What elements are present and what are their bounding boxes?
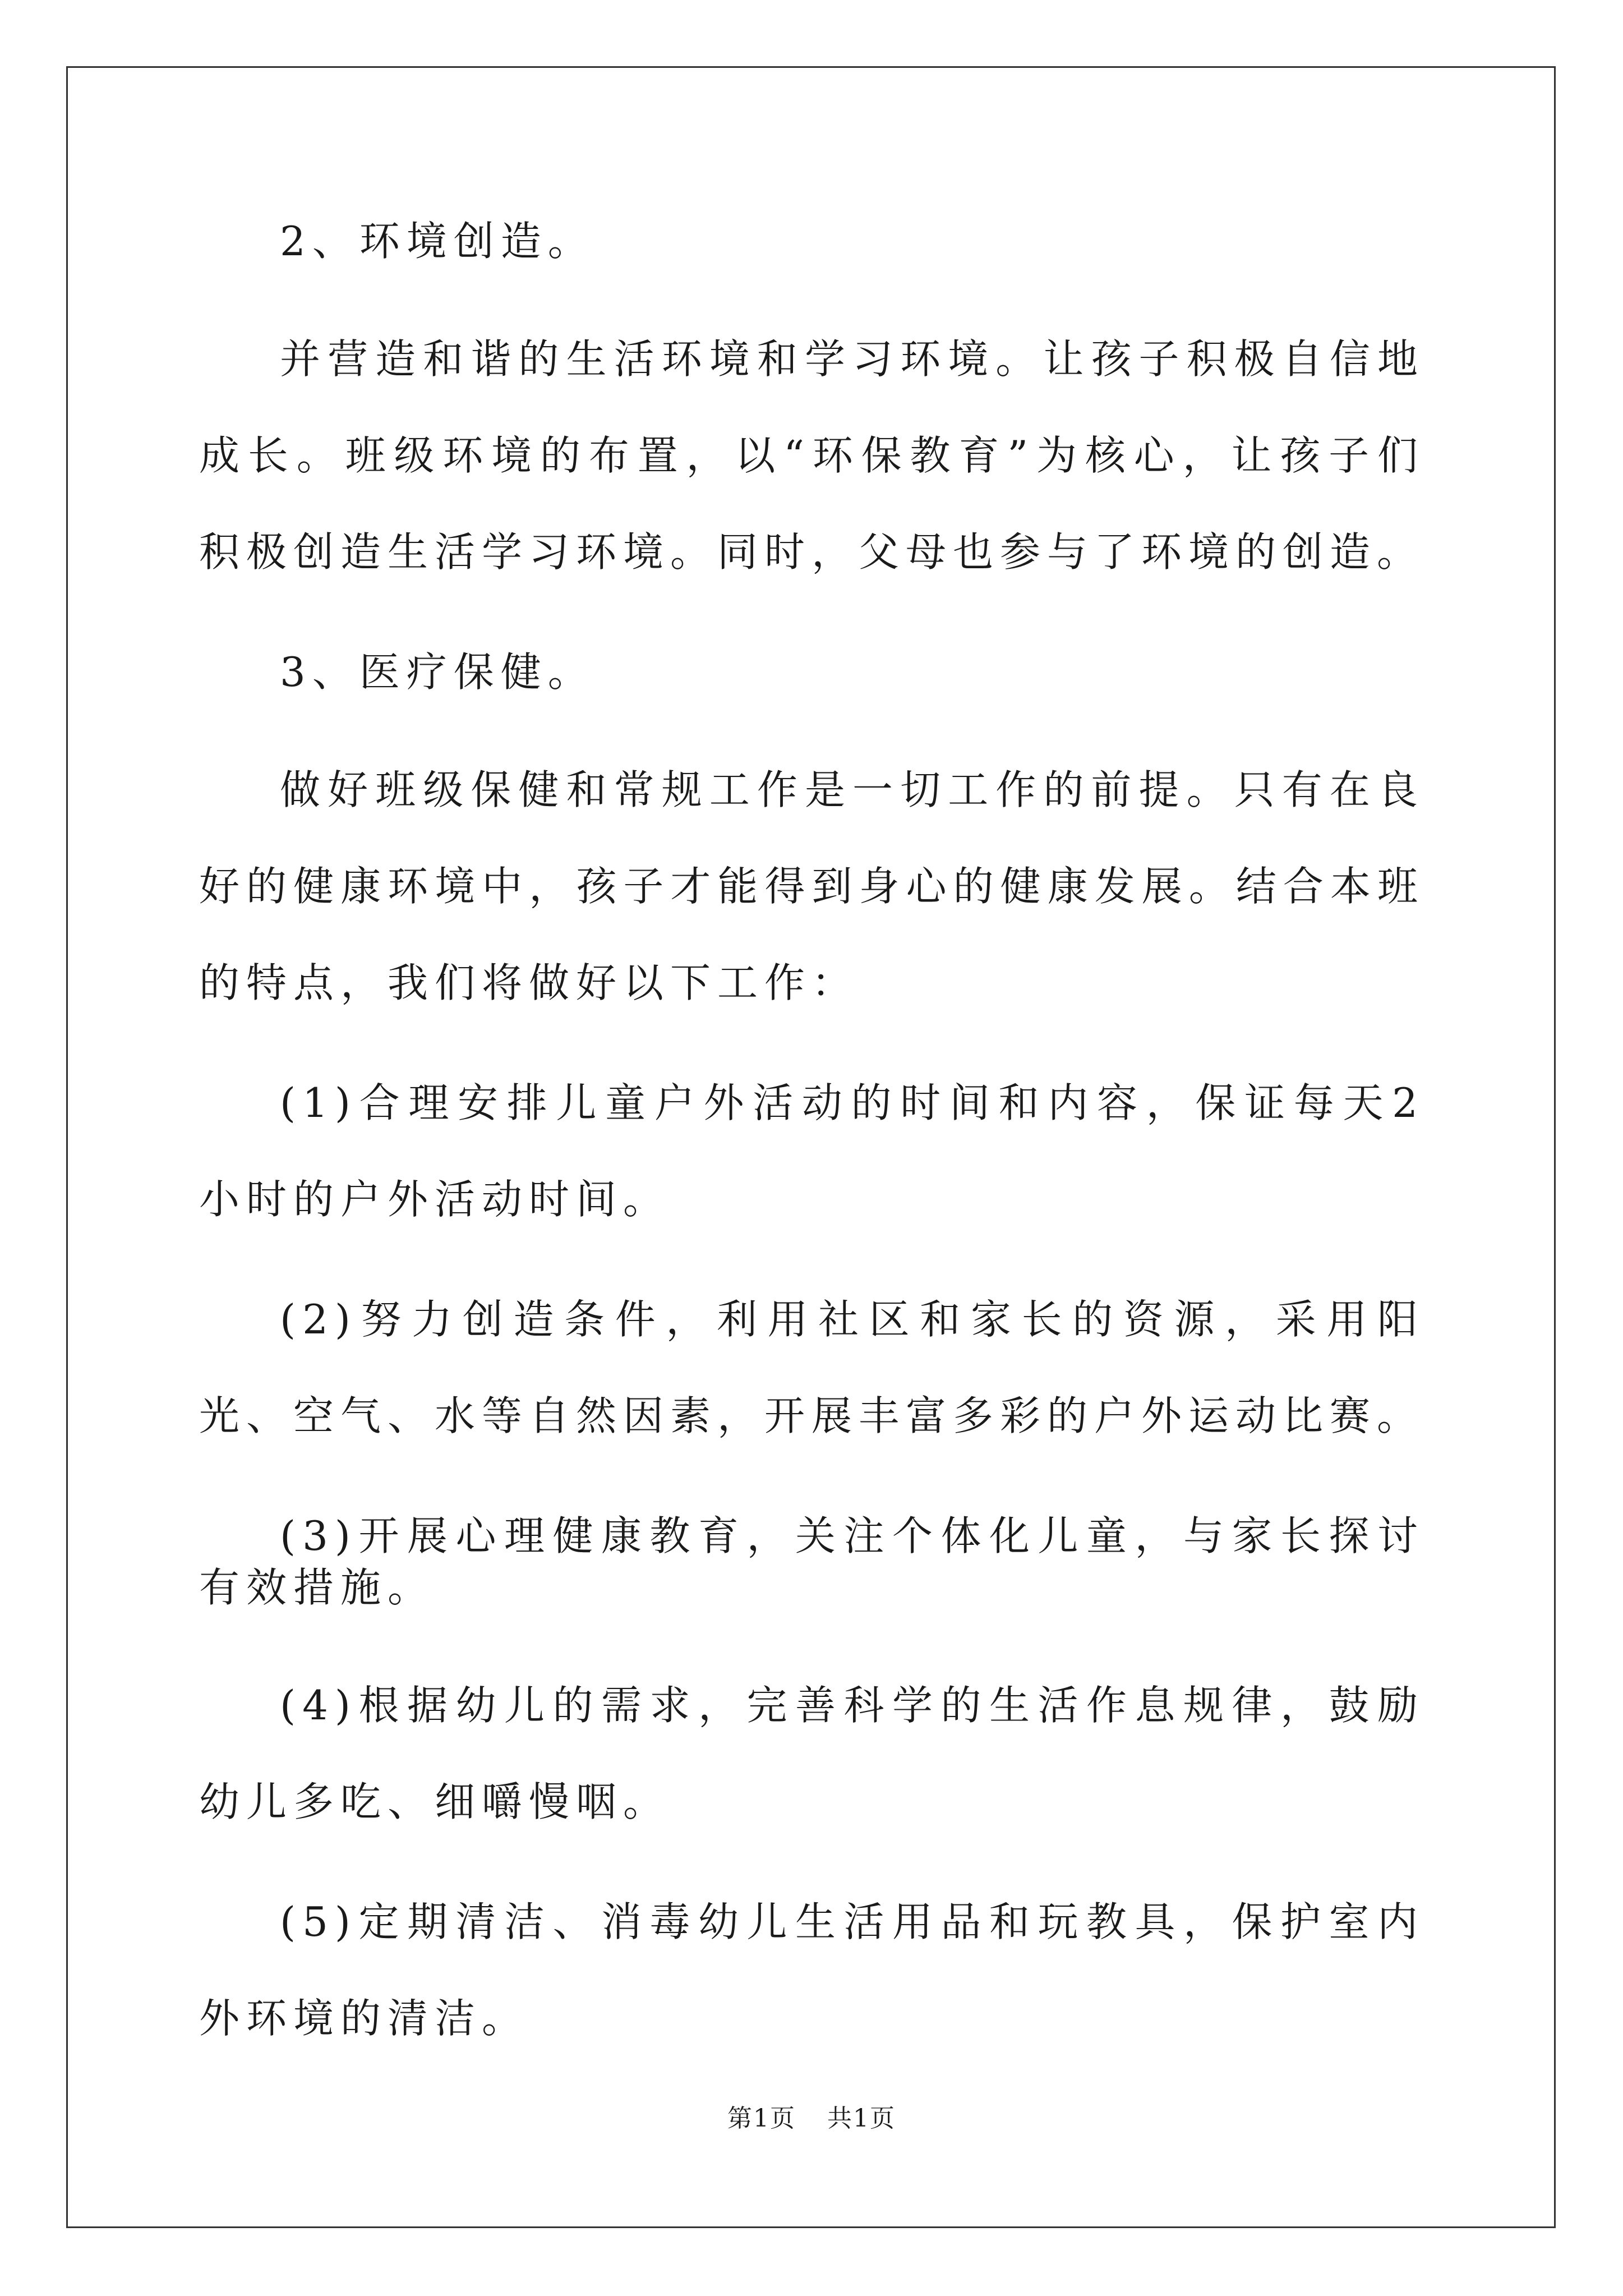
section-heading-environment: 2、环境创造。 bbox=[280, 218, 595, 265]
paragraph-environment: 并营造和谐的生活环境和学习环境。让孩子积极自信地成长。班级环境的布置，以“环保教育”为核心，让孩子们积极创造生活学习环境。同时，父母也参与了环境的创造。 bbox=[199, 335, 1424, 576]
page-footer bbox=[0, 2098, 1623, 2134]
paragraph-healthcare-intro: 做好班级保健和常规工作是一切工作的前提。只有在良好的健康环境中，孩子才能得到身心的健康发展。结合本班的特点，我们将做好以下工作： bbox=[199, 766, 1424, 1006]
list-item-2: (2)努力创造条件，利用社区和家长的资源，采用阳光、空气、水等自然因素，开展丰富多彩的户外运动比赛。 bbox=[199, 1296, 1424, 1439]
list-item-4: (4)根据幼儿的需求，完善科学的生活作息规律，鼓励幼儿多吃、细嚼慢咽。 bbox=[199, 1682, 1424, 1825]
page-total: 共1页 bbox=[827, 2104, 896, 2133]
list-item-1: (1)合理安排儿童户外活动的时间和内容，保证每天2小时的户外活动时间。 bbox=[199, 1079, 1424, 1223]
document-body bbox=[199, 213, 1424, 2113]
page-number: 第1页 bbox=[727, 2104, 796, 2133]
list-item-3: (3)开展心理健康教育，关注个体化儿童，与家长探讨有效措施。 bbox=[199, 1512, 1424, 1611]
list-item-5: (5)定期清洁、消毒幼儿生活用品和玩教具，保护室内外环境的清洁。 bbox=[199, 1898, 1424, 2042]
section-heading-healthcare: 3、医疗保健。 bbox=[280, 648, 595, 696]
